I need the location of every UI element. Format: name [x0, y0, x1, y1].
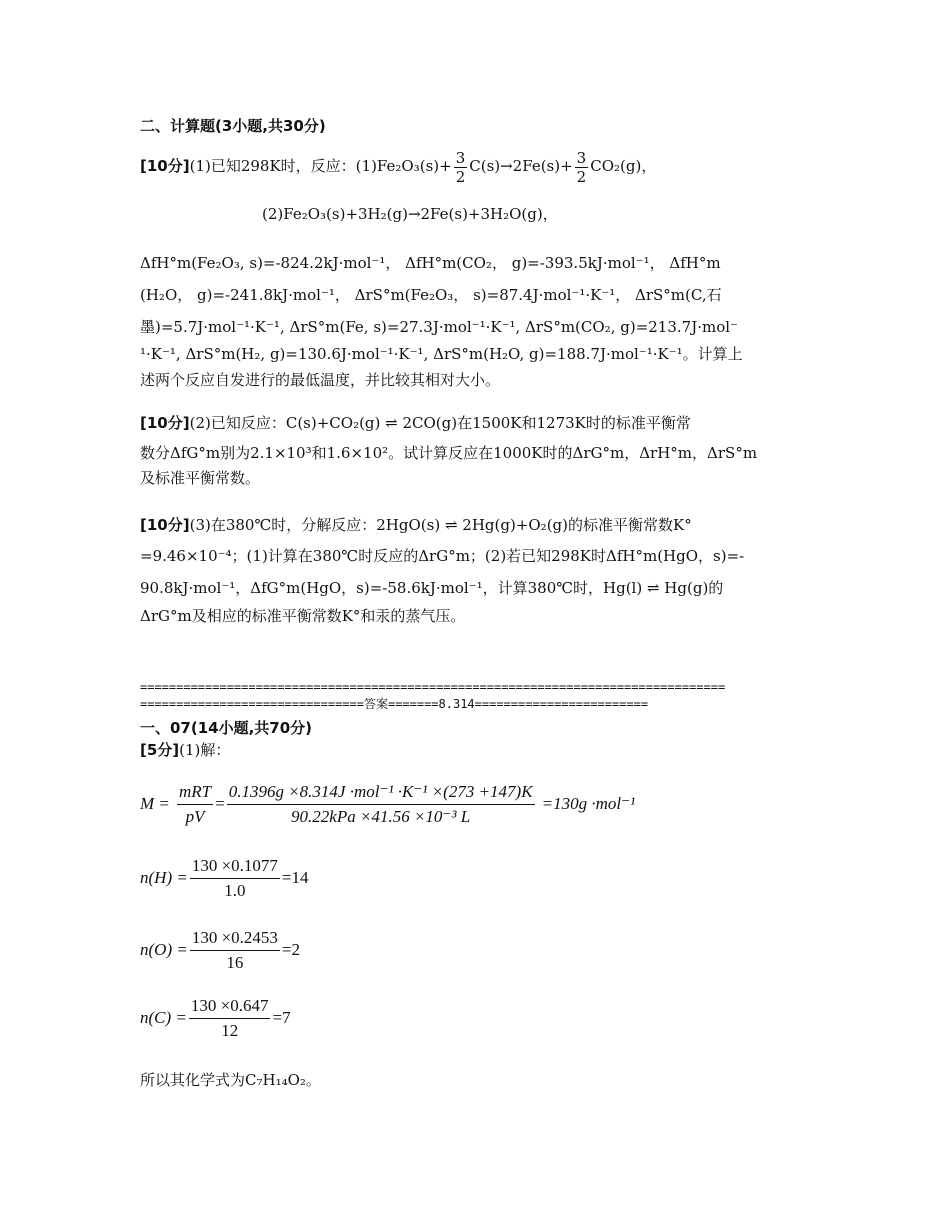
- fraction-n-c: $\frac{130 \times 0.647}{12}$: [190, 996, 269, 1040]
- section-heading: 二、计算题(3小题,共30分): [140, 117, 326, 135]
- equation-m-lhs: M =: [140, 794, 170, 813]
- question-1-data-line-3: 墨)=5.7J·mol⁻¹·K⁻¹, ΔrS°m(Fe, s)=27.3J·mol⁻¹·K⁻¹, ΔrS°m(CO₂, g)=213.7J·mol⁻: [140, 318, 738, 336]
- question-1-data-line-5: 述两个反应自发进行的最低温度，并比较其相对大小。: [140, 371, 501, 389]
- equation-n-h-lhs: n(H) =: [140, 868, 188, 887]
- equation-n-c-lhs: n(C) =: [140, 1008, 187, 1027]
- question-2-score: [10分]: [140, 414, 190, 432]
- separator-line-1: =================================================================================: [140, 680, 726, 694]
- answer-conclusion: 所以其化学式为C₇H₁₄O₂。: [140, 1071, 321, 1089]
- fraction-three-halves: $\frac{3}{2}$: [455, 148, 466, 186]
- answers-heading: 一、07(14小题,共70分): [140, 719, 313, 737]
- equation-molar-mass: [140, 780, 635, 829]
- separator-line-2: ===============================答案=======8.314========================: [140, 697, 649, 711]
- question-2-line-3: 及标准平衡常数。: [140, 469, 261, 487]
- question-3-line-2: =9.46×10⁻⁴；(1)计算在380℃时反应的ΔrG°m；(2)若已知298K时ΔfH°m(HgO，s)=-: [140, 547, 745, 565]
- question-1-data-line-2: (H₂O， g)=-241.8kJ·mol⁻¹， ΔrS°m(Fe₂O₃， s)=87.4J·mol⁻¹·K⁻¹， ΔrS°m(C,石: [140, 286, 722, 304]
- question-1-tail: CO₂(g)，: [590, 157, 657, 175]
- question-3-line-4: ΔrG°m及相应的标准平衡常数K°和汞的蒸气压。: [140, 607, 466, 625]
- question-1-reaction-2: (2)Fe₂O₃(s)+3H₂(g)→2Fe(s)+3H₂O(g)，: [262, 205, 558, 223]
- fraction-mrt-pv: $\frac{\text{mRT}}{pV}$: [178, 782, 212, 826]
- answer-1-part: (1)解：: [179, 741, 231, 759]
- question-2-line-2: 数分ΔfG°m别为2.1×10³和1.6×10²。试计算反应在1000K时的ΔrG°m，ΔrH°m，ΔrS°m: [140, 444, 758, 462]
- question-3-line-3: 90.8kJ·mol⁻¹，ΔfG°m(HgO，s)=-58.6kJ·mol⁻¹，计算380℃时，Hg(l) ⇌ Hg(g)的: [140, 579, 724, 597]
- question-1-data-line-4: ¹·K⁻¹, ΔrS°m(H₂, g)=130.6J·mol⁻¹·K⁻¹, ΔrS°m(H₂O, g)=188.7J·mol⁻¹·K⁻¹。计算上: [140, 345, 743, 363]
- question-2-line-1: [140, 413, 820, 433]
- fraction-n-o: $\frac{130 \times 0.2453}{16}$: [191, 928, 278, 972]
- equation-n-o: [140, 926, 300, 975]
- question-3-line-1: [140, 515, 820, 535]
- question-1-data-line-1: ΔfH°m(Fe₂O₃, s)=-824.2kJ·mol⁻¹， ΔfH°m(CO₂， g)=-393.5kJ·mol⁻¹， ΔfH°m: [140, 254, 721, 272]
- fraction-n-h: $\frac{130 \times 0.1077}{1.0}$: [191, 856, 278, 900]
- equation-n-c: [140, 994, 291, 1043]
- question-1-intro: (1)已知298K时，反应：(1)Fe₂O₃(s)+: [189, 157, 452, 175]
- equation-m-result: =130g ·mol⁻¹: [541, 794, 636, 813]
- question-1-mid: C(s)→2Fe(s)+: [469, 157, 573, 175]
- equation-n-h-result: =14: [281, 868, 309, 887]
- answer-1-score: [5分]: [140, 741, 180, 759]
- fraction-three-halves-2: $\frac{3}{2}$: [576, 148, 587, 186]
- question-2-text-1: (2)已知反应：C(s)+CO₂(g) ⇌ 2CO(g)在1500K和1273K时的标准平衡常: [189, 414, 691, 432]
- equation-n-c-result: =7: [272, 1008, 291, 1027]
- question-3-text-1: (3)在380℃时，分解反应：2HgO(s) ⇌ 2Hg(g)+O₂(g)的标准平衡常数K°: [189, 516, 692, 534]
- question-1-line-1: [140, 143, 820, 189]
- equation-n-o-lhs: n(O) =: [140, 940, 188, 959]
- question-3-score: [10分]: [140, 516, 190, 534]
- answer-1-label: [140, 740, 820, 760]
- equation-n-o-result: =2: [281, 940, 301, 959]
- equation-m-equals: =: [215, 794, 225, 813]
- question-1-score: [10分]: [140, 157, 190, 175]
- equation-n-h: [140, 854, 309, 903]
- fraction-substitution: $\frac{\text{0.1396g ×8.314J ·mol⁻¹ ·K⁻¹ ×(273 +147)K}}{\text{90.22kPa ×41.56 ×10⁻³ L}}$: [228, 782, 533, 826]
